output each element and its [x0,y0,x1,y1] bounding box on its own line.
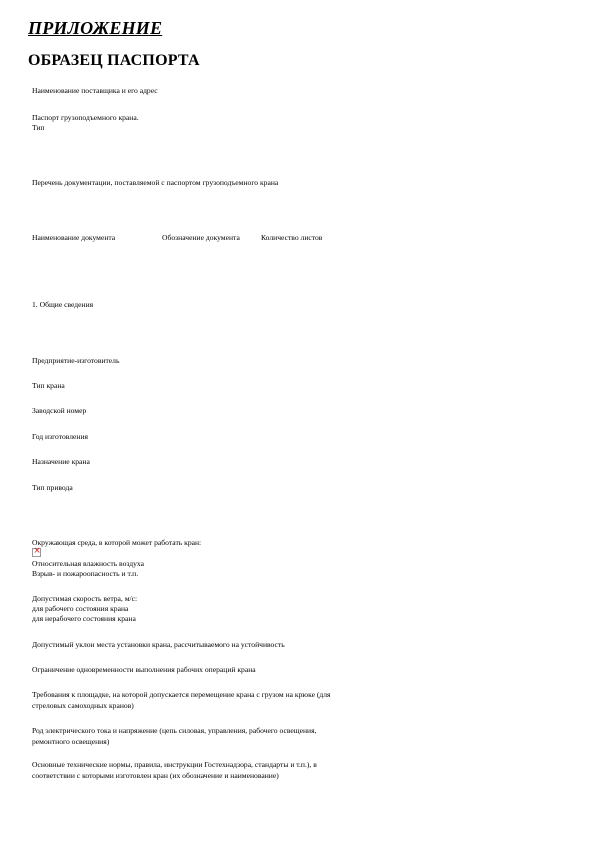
platform-requirements-label: Требования к площадке, на которой допускается перемещение крана с грузом на крюке (для стреловых самоходных кранов) [32,690,331,710]
passport-type-line: Паспорт грузоподъемного крана. [32,113,139,122]
crane-type-label: Тип крана [32,381,65,390]
wind-working-label: для рабочего состояния крана [32,604,129,613]
drive-type-label: Тип привода [32,483,73,492]
appendix-heading: ПРИЛОЖЕНИЕ [28,18,163,38]
electric-current-label: Род электрического тока и напряжение (цепь силовая, управления, рабочего освещения, ремонтного освещения) [32,726,317,746]
manufacture-year-label: Год изготовления [32,432,89,441]
humidity-label: Относительная влажность воздуха [32,559,144,568]
broken-image-icon [32,548,41,557]
column-document-designation: Обозначение документа [162,233,240,242]
supplier-label: Наименование поставщика и его адрес [32,86,158,95]
column-document-name: Наименование документа [32,233,116,242]
wind-nonworking-label: для нерабочего состояния крана [32,614,136,623]
passport-type-label: Тип [32,123,45,132]
document-title: ОБРАЗЕЦ ПАСПОРТА [28,52,200,69]
wind-speed-label: Допустимая скорость ветра, м/с: [32,594,138,603]
manufacturer-label: Предприятие-изготовитель [32,356,120,365]
column-sheet-count: Количество листов [261,233,323,242]
technical-standards-label: Основные технические нормы, правила, инструкции Гостехнадзора, стандарты и т.п.), в соответствии с которыми изготовлен кран (их обозначение и наименование) [32,760,317,780]
crane-purpose-label: Назначение крана [32,457,90,466]
environment-label: Окружающая среда, в которой может работать кран: [32,538,202,547]
documentation-list-label: Перечень документации, поставляемой с паспортом грузоподъемного крана [32,178,279,187]
explosion-hazard-label: Взрыв- и пожароопасность и т.п. [32,569,139,578]
section-general-info: 1. Общие сведения [32,300,94,309]
operations-limit-label: Ограничение одновременности выполнения рабочих операций крана [32,665,256,674]
slope-label: Допустимый уклон места установки крана, рассчитываемого на устойчивость [32,640,285,649]
serial-number-label: Заводской номер [32,406,87,415]
